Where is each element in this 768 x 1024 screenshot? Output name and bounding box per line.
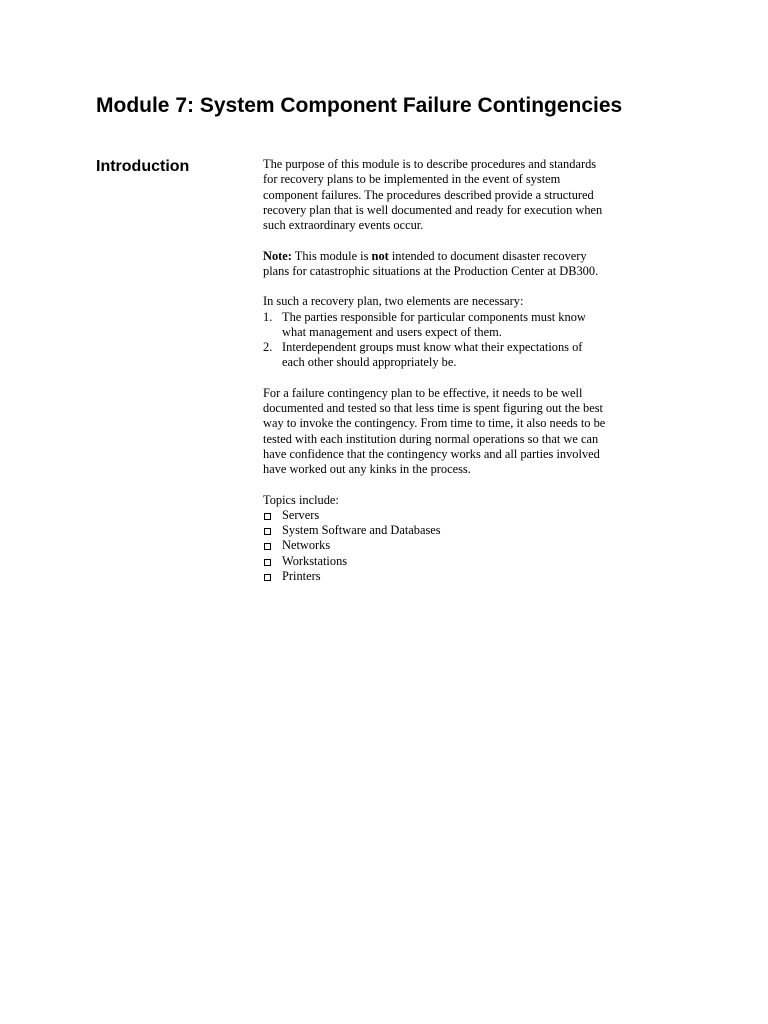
introduction-body: [263, 157, 608, 584]
topic-label: Servers: [282, 507, 320, 522]
note-paragraph: [263, 249, 608, 280]
note-label: Note:: [263, 248, 292, 263]
checkbox-bullet-icon: [264, 528, 271, 535]
checkbox-bullet-icon: [264, 543, 271, 550]
page-title: Module 7: System Component Failure Contingencies: [96, 94, 623, 117]
topics-intro: Topics include:: [263, 492, 339, 507]
topic-item: [263, 508, 608, 523]
checkbox-bullet-icon: [264, 574, 271, 581]
note-text-before: This module is: [291, 248, 372, 263]
elements-list-item: [263, 340, 608, 371]
topic-label: Workstations: [282, 553, 348, 568]
note-text-after: intended to document disaster recovery plans for catastrophic situations at the Production Center at DB300.: [263, 248, 599, 278]
topic-item: [263, 523, 608, 538]
list-number: 2.: [263, 340, 273, 354]
elements-intro: In such a recovery plan, two elements are necessary:: [263, 294, 524, 309]
list-number: 1.: [263, 309, 273, 324]
checkbox-bullet-icon: [264, 513, 271, 520]
topic-label: System Software and Databases: [282, 523, 441, 537]
elements-list: [263, 310, 608, 371]
topic-label: Printers: [282, 568, 321, 583]
topic-item: [263, 569, 608, 584]
note-emphasis: not: [371, 248, 389, 263]
section-heading-introduction: Introduction: [96, 158, 190, 175]
elements-list-item: [263, 310, 608, 341]
list-item-text: The parties responsible for particular components must know what management and users expect of them.: [282, 309, 586, 339]
topic-item: [263, 538, 608, 553]
topic-label: Networks: [282, 538, 331, 553]
checkbox-bullet-icon: [264, 559, 271, 566]
intro-paragraph: The purpose of this module is to describe procedures and standards for recovery plans to be implemented in the event of system component failures. The procedures described provide a structured recovery plan that is well documented and ready for execution when such extraordinary events occur.: [263, 157, 603, 232]
list-item-text: Interdependent groups must know what their expectations of each other should appropriately be.: [282, 340, 583, 370]
contingency-paragraph: For a failure contingency plan to be effective, it needs to be well documented and tested so that less time is spent figuring out the best way to invoke the contingency. From time to time, it also needs to be tested with each institution during normal operations so that we can have confidence that the contingency works and all parties involved have worked out any kinks in the process.: [263, 385, 606, 476]
topics-list: [263, 508, 608, 584]
topic-item: [263, 554, 608, 569]
